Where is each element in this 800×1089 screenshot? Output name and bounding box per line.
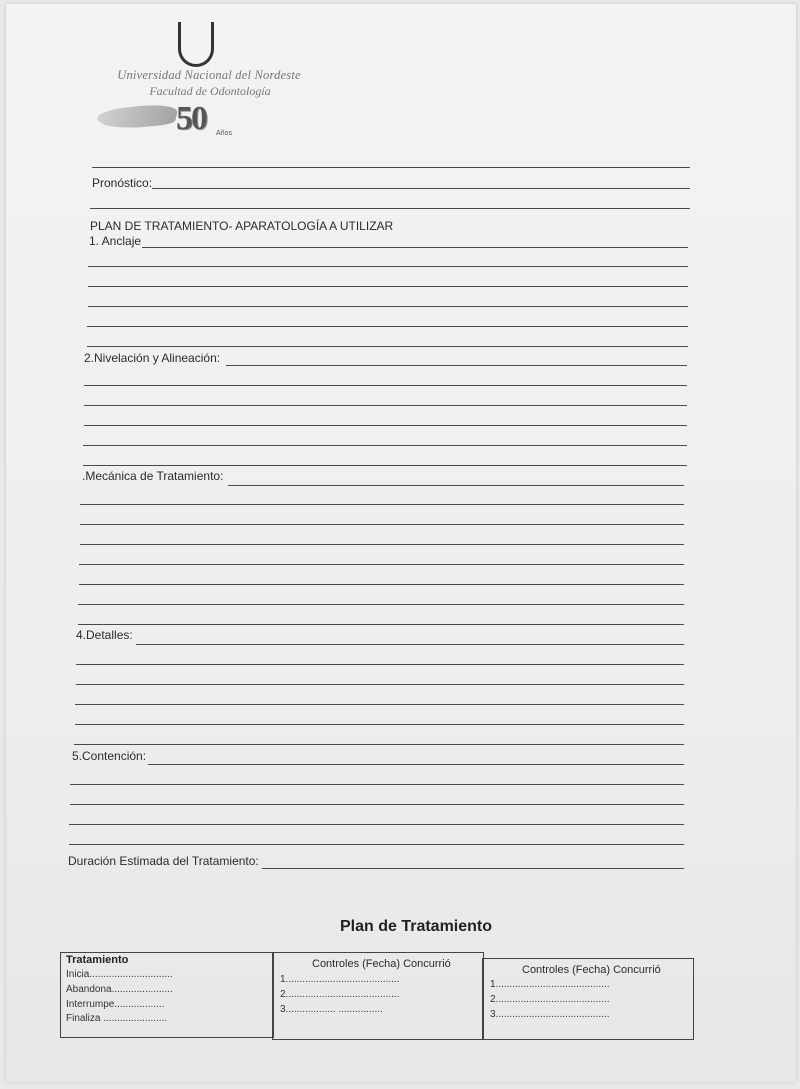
write-line[interactable] xyxy=(79,584,684,585)
university-name: Universidad Nacional del Nordeste xyxy=(117,68,301,82)
write-line[interactable] xyxy=(87,326,688,327)
university-logo xyxy=(94,18,304,138)
write-line[interactable] xyxy=(76,664,684,665)
plan-heading: PLAN DE TRATAMIENTO- APARATOLOGÍA A UTILIZAR xyxy=(90,219,394,233)
control-3-row[interactable]: 3......................................... xyxy=(490,1009,610,1020)
anniversary-word: Años xyxy=(216,130,232,137)
write-line[interactable] xyxy=(83,445,687,446)
write-line[interactable] xyxy=(92,167,690,168)
plan-table xyxy=(60,950,696,1042)
pronostico-label: Pronóstico: xyxy=(92,176,153,190)
detalles-label: 4.Detalles: xyxy=(76,628,133,642)
write-line[interactable] xyxy=(90,208,690,209)
write-line[interactable] xyxy=(69,844,684,845)
duracion-label: Duración Estimada del Tratamiento: xyxy=(68,854,259,868)
write-line[interactable] xyxy=(80,524,684,525)
control-1-row[interactable]: 1......................................... xyxy=(490,979,610,990)
tratamiento-header: Tratamiento xyxy=(66,954,129,966)
mecanica-label: .Mecánica de Tratamiento: xyxy=(82,469,224,483)
write-line[interactable] xyxy=(76,684,684,685)
anclaje-label: 1. Anclaje xyxy=(89,234,142,248)
control-1-row[interactable]: 1......................................... xyxy=(280,974,400,985)
form-page xyxy=(6,4,796,1082)
plan-table-title: Plan de Tratamiento xyxy=(339,918,493,935)
write-line[interactable] xyxy=(78,604,684,605)
controles-header-1: Controles (Fecha) Concurrió xyxy=(312,958,451,970)
control-3-row[interactable]: 3.................. ................ xyxy=(280,1004,383,1015)
anniversary-number: 50 xyxy=(176,100,206,137)
write-line[interactable] xyxy=(88,286,688,287)
controles-header-2: Controles (Fecha) Concurrió xyxy=(522,964,661,976)
control-2-row[interactable]: 2......................................... xyxy=(490,994,610,1005)
nivelacion-label: 2.Nivelación y Alineación: xyxy=(84,351,221,365)
swoosh-icon xyxy=(94,102,180,132)
write-line[interactable] xyxy=(88,266,688,267)
contencion-label: 5.Contención: xyxy=(72,749,147,763)
write-line[interactable] xyxy=(70,804,684,805)
nivelacion-line[interactable] xyxy=(226,365,687,366)
write-line[interactable] xyxy=(80,504,684,505)
duracion-line[interactable] xyxy=(262,868,684,869)
write-line[interactable] xyxy=(75,724,684,725)
contencion-line[interactable] xyxy=(148,764,684,765)
write-line[interactable] xyxy=(79,564,684,565)
write-line[interactable] xyxy=(84,425,687,426)
write-line[interactable] xyxy=(75,704,684,705)
tratamiento-finaliza[interactable]: Finaliza ....................... xyxy=(66,1013,168,1024)
write-line[interactable] xyxy=(84,385,687,386)
write-line[interactable] xyxy=(87,346,688,347)
detalles-line[interactable] xyxy=(136,644,684,645)
mecanica-line[interactable] xyxy=(228,485,684,486)
pronostico-line[interactable] xyxy=(152,188,690,189)
tratamiento-abandona[interactable]: Abandona...................... xyxy=(66,984,173,995)
write-line[interactable] xyxy=(84,405,687,406)
write-line[interactable] xyxy=(83,465,687,466)
faculty-name: Facultad de Odontología xyxy=(149,84,271,98)
control-2-row[interactable]: 2......................................... xyxy=(280,989,400,1000)
write-line[interactable] xyxy=(78,624,684,625)
write-line[interactable] xyxy=(74,744,684,745)
anclaje-line[interactable] xyxy=(142,247,688,248)
write-line[interactable] xyxy=(69,824,684,825)
u-emblem-icon xyxy=(178,22,214,67)
write-line[interactable] xyxy=(88,306,688,307)
tratamiento-interrumpe[interactable]: Interrumpe.................. xyxy=(66,999,165,1010)
tratamiento-inicia[interactable]: Inicia.............................. xyxy=(66,969,173,980)
write-line[interactable] xyxy=(80,544,684,545)
write-line[interactable] xyxy=(70,784,684,785)
